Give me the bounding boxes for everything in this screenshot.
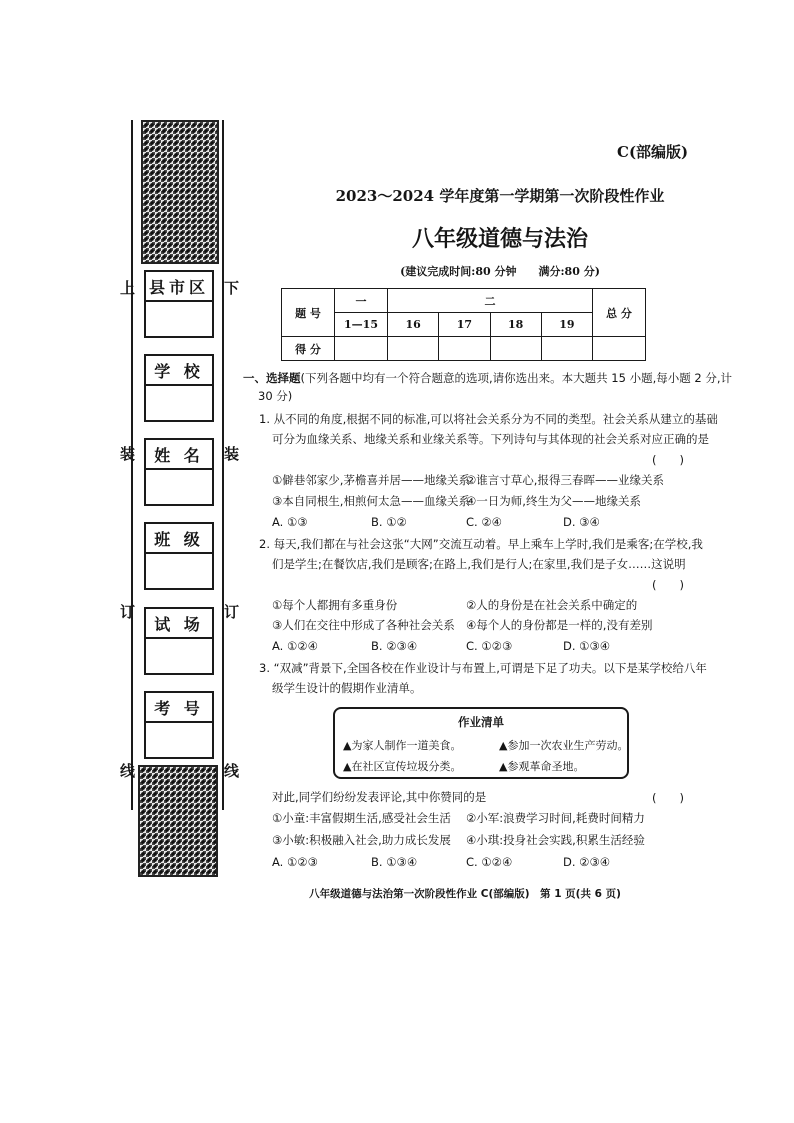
part-two-header: 二 bbox=[388, 289, 593, 313]
q1-choice-b[interactable]: B. ①② bbox=[371, 515, 407, 529]
section1-heading: 一、选择题 bbox=[243, 371, 301, 385]
exam-title: 2023～2024 学年度第一学期第一次阶段性作业 bbox=[335, 187, 665, 205]
marker-bottom-right: 线 bbox=[224, 762, 240, 780]
q1-choice-a[interactable]: A. ①③ bbox=[272, 515, 308, 529]
field-name[interactable] bbox=[144, 438, 214, 506]
q1-stem-line1: 1. 从不同的角度,根据不同的标准,可以将社会关系分为不同的类型。社会关系从建立的基础 bbox=[259, 412, 718, 426]
q2-option-3: ③人们在交往中形成了各种社会关系 bbox=[272, 618, 455, 632]
q2-stem-line2: 们是学生;在餐饮店,我们是顾客;在路上,我们是行人;在家里,我们是子女……这说明 bbox=[272, 557, 686, 571]
q3-choice-b[interactable]: B. ①③④ bbox=[371, 855, 418, 869]
marker-mid1-left: 装 bbox=[120, 445, 136, 463]
marker-bottom-left: 线 bbox=[120, 762, 136, 780]
row-label-question-no: 题 号 bbox=[282, 289, 335, 337]
score-cell-19[interactable] bbox=[541, 337, 592, 361]
q3-stem-line1: 3. “双减”背景下,全国各校在作业设计与布置上,可谓是下足了功夫。以下是某学校给八年 bbox=[259, 661, 707, 675]
q1-option-3: ③本自同根生,相煎何太急——血缘关系 bbox=[272, 494, 470, 508]
score-cell-1-15[interactable] bbox=[335, 337, 388, 361]
homework-item: ▲为家人制作一道美食。 bbox=[343, 739, 462, 752]
q2-choice-d[interactable]: D. ①③④ bbox=[563, 639, 611, 653]
q2-choice-c[interactable]: C. ①②③ bbox=[466, 639, 513, 653]
q1-choice-d[interactable]: D. ③④ bbox=[563, 515, 600, 529]
part-one-header: 一 bbox=[335, 289, 388, 313]
field-school-label: 学 校 bbox=[146, 356, 212, 386]
q1-option-1: ①僻巷邻家少,茅檐喜并居——地缘关系 bbox=[272, 473, 470, 487]
field-exam-number-label: 考 号 bbox=[146, 693, 212, 723]
score-table bbox=[281, 288, 646, 361]
marker-top-left: 上 bbox=[120, 279, 136, 297]
field-class[interactable] bbox=[144, 522, 214, 590]
binding-line-left bbox=[131, 120, 133, 810]
q3-option-4: ④小琪:投身社会实践,积累生活经验 bbox=[466, 833, 645, 847]
time-note: (建议完成时间:80 分钟 满分:80 分) bbox=[400, 265, 600, 278]
field-exam-room-label: 试 场 bbox=[146, 609, 212, 639]
section1-instruction-line1: (下列各题中均有一个符合题意的选项,请你选出来。本大题共 15 小题,每小题 2 分,计 bbox=[300, 371, 733, 385]
homework-item: ▲参加一次农业生产劳动。 bbox=[499, 739, 629, 752]
q3-choice-c[interactable]: C. ①②④ bbox=[466, 855, 513, 869]
homework-list-box bbox=[333, 707, 629, 779]
score-cell-18[interactable] bbox=[490, 337, 541, 361]
q3-answer-paren[interactable]: ( ) bbox=[652, 791, 684, 805]
field-county[interactable] bbox=[144, 270, 214, 338]
score-cell-16[interactable] bbox=[388, 337, 439, 361]
q2-option-4: ④每个人的身份都是一样的,没有差别 bbox=[466, 618, 653, 632]
q1-option-2: ②谁言寸草心,报得三春晖——业缘关系 bbox=[466, 473, 664, 487]
q3-stem-line3: 对此,同学们纷纷发表评论,其中你赞同的是 bbox=[272, 790, 487, 804]
marker-mid2-left: 订 bbox=[120, 603, 136, 621]
field-exam-room[interactable] bbox=[144, 607, 214, 675]
section1-instruction-line2: 30 分) bbox=[258, 389, 293, 403]
binding-line-right bbox=[222, 120, 224, 810]
col-19: 19 bbox=[541, 313, 592, 337]
subject-title: 八年级道德与法治 bbox=[411, 227, 588, 252]
q3-option-2: ②小军:浪费学习时间,耗费时间精力 bbox=[466, 811, 645, 825]
row-label-score: 得 分 bbox=[282, 337, 335, 361]
edition-label: C(部编版) bbox=[617, 143, 689, 161]
q2-stem-line1: 2. 每天,我们都在与社会这张“大网”交流互动着。早上乘车上学时,我们是乘客;在学校,我 bbox=[259, 537, 703, 551]
col-1-15: 1—15 bbox=[335, 313, 388, 337]
q1-answer-paren[interactable]: ( ) bbox=[652, 453, 684, 467]
q1-stem-line2: 可分为血缘关系、地缘关系和业缘关系等。下列诗句与其体现的社会关系对应正确的是 bbox=[272, 432, 709, 446]
q3-choice-a[interactable]: A. ①②③ bbox=[272, 855, 318, 869]
field-school[interactable] bbox=[144, 354, 214, 422]
q2-option-1: ①每个人都拥有多重身份 bbox=[272, 598, 398, 612]
marker-mid2-right: 订 bbox=[224, 603, 240, 621]
q3-stem-line2: 级学生设计的假期作业清单。 bbox=[272, 681, 422, 695]
col-18: 18 bbox=[490, 313, 541, 337]
q1-choice-c[interactable]: C. ②④ bbox=[466, 515, 502, 529]
q2-option-2: ②人的身份是在社会关系中确定的 bbox=[466, 598, 638, 612]
marker-mid1-right: 装 bbox=[224, 445, 240, 463]
decorative-pattern-bottom bbox=[138, 765, 218, 877]
homework-list-title: 作业清单 bbox=[458, 715, 504, 729]
homework-item: ▲在社区宣传垃圾分类。 bbox=[343, 760, 462, 773]
field-name-label: 姓 名 bbox=[146, 440, 212, 470]
page-footer: 八年级道德与法治第一次阶段性作业 C(部编版) 第 1 页(共 6 页) bbox=[309, 888, 621, 900]
q3-option-3: ③小敏:积极融入社会,助力成长发展 bbox=[272, 833, 451, 847]
total-header: 总 分 bbox=[593, 289, 646, 337]
col-17: 17 bbox=[439, 313, 490, 337]
score-cell-total[interactable] bbox=[593, 337, 646, 361]
q1-option-4: ④一日为师,终生为父——地缘关系 bbox=[466, 494, 641, 508]
decorative-pattern-top bbox=[141, 120, 219, 264]
marker-top-right: 下 bbox=[224, 279, 240, 297]
q2-choice-a[interactable]: A. ①②④ bbox=[272, 639, 318, 653]
q3-choice-d[interactable]: D. ②③④ bbox=[563, 855, 611, 869]
field-class-label: 班 级 bbox=[146, 524, 212, 554]
col-16: 16 bbox=[388, 313, 439, 337]
field-county-label: 县市区 bbox=[146, 272, 212, 302]
section1-instruction bbox=[243, 371, 732, 385]
q2-choice-b[interactable]: B. ②③④ bbox=[371, 639, 418, 653]
q3-option-1: ①小童:丰富假期生活,感受社会生活 bbox=[272, 811, 451, 825]
score-cell-17[interactable] bbox=[439, 337, 490, 361]
q2-answer-paren[interactable]: ( ) bbox=[652, 578, 684, 592]
field-exam-number[interactable] bbox=[144, 691, 214, 759]
homework-item: ▲参观革命圣地。 bbox=[499, 760, 585, 773]
